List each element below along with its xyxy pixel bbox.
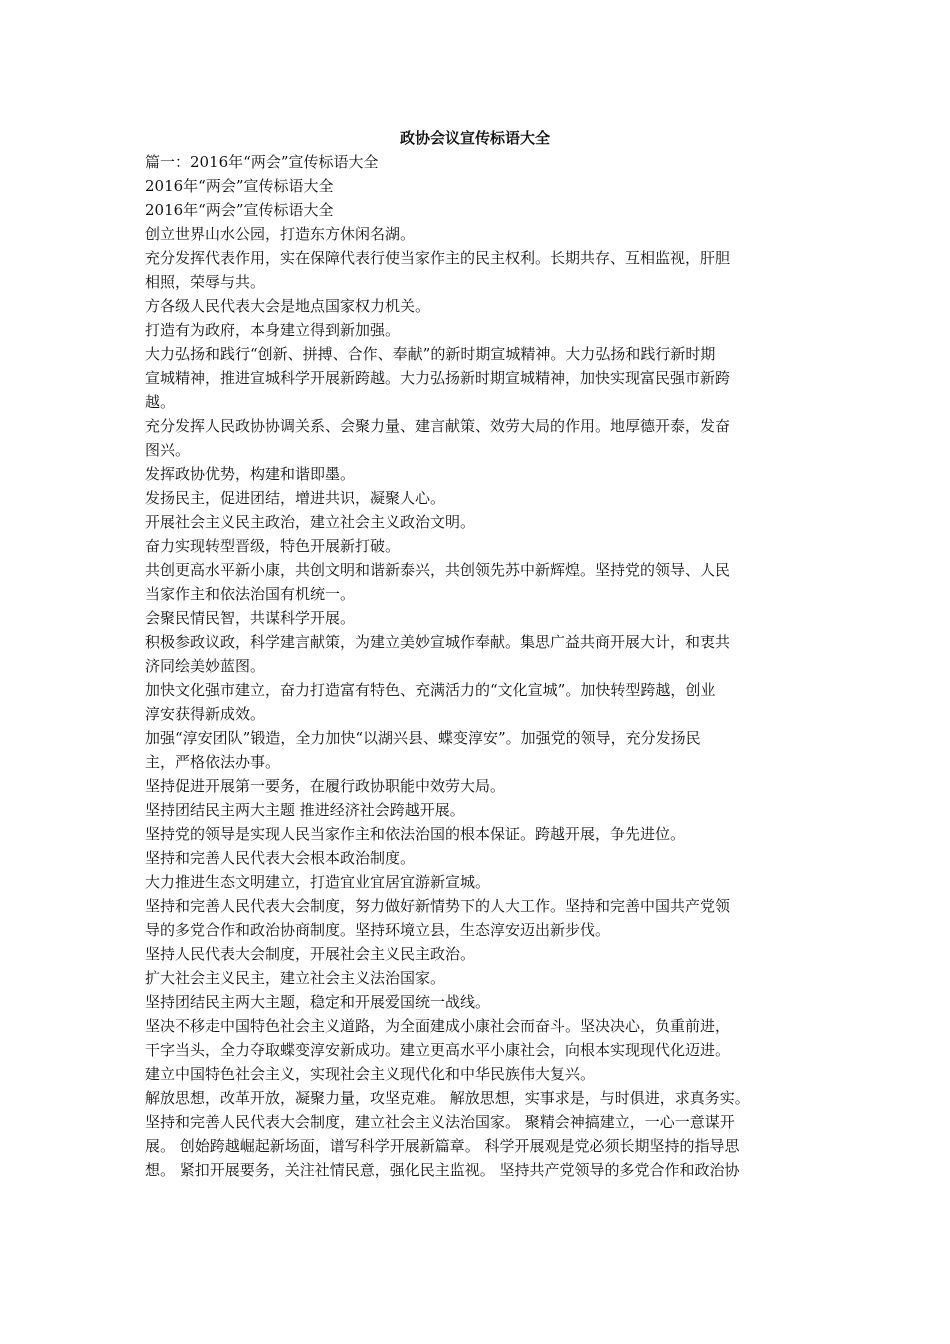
text-line: 打造有为政府，本身建立得到新加强。: [145, 321, 401, 339]
text-line: 主，严格依法办事。: [145, 753, 281, 771]
text-line: 创立世界山水公园，打造东方休闲名湖。: [145, 225, 416, 243]
text-line: 方各级人民代表大会是地点国家权力机关。: [145, 297, 431, 315]
text-line: 大力弘扬和践行“创新、拼搏、合作、奉献”的新时期宣城精神。大力弘扬和践行新时期: [145, 345, 716, 363]
text-line: 加强“淳安团队”锻造，全力加快“以湖兴县、蝶变淳安”。加强党的领导，充分发扬民: [145, 729, 701, 747]
text-line: 充分发挥人民政协协调关系、会聚力量、建言献策、效劳大局的作用。地厚德开泰，发奋: [145, 417, 731, 435]
text-line: 开展社会主义民主政治，建立社会主义政治文明。: [145, 513, 476, 531]
text-line: 充分发挥代表作用，实在保障代表行使当家作主的民主权利。长期共存、互相监视，肝胆: [145, 249, 731, 267]
text-line: 坚持和完善人民代表大会制度，建立社会主义法治国家。 聚精会神搞建立，一心一意谋开: [145, 1113, 735, 1131]
text-line: 展。 创始跨越崛起新场面，谱写科学开展新篇章。 科学开展观是党必须长期坚持的指导思: [145, 1137, 740, 1155]
text-line: 坚持和完善人民代表大会制度，努力做好新情势下的人大工作。坚持和完善中国共产党领: [145, 897, 731, 915]
text-line: 想。 紧扣开展要务，关注社情民意，强化民主监视。 坚持共产党领导的多党合作和政治协: [145, 1161, 740, 1179]
text-line: 干字当头，全力夺取蝶变淳安新成功。建立更高水平小康社会，向根本实现现代化迈进。: [145, 1041, 731, 1059]
text-line: 济同绘美妙蓝图。: [145, 657, 266, 675]
document-body: [145, 150, 805, 1182]
text-line: 奋力实现转型晋级，特色开展新打破。: [145, 537, 401, 555]
text-line: 建立中国特色社会主义，实现社会主义现代化和中华民族伟大复兴。: [145, 1065, 596, 1083]
text-line: 大力推进生态文明建立，打造宜业宜居宜游新宣城。: [145, 873, 491, 891]
text-line: 坚持人民代表大会制度，开展社会主义民主政治。: [145, 945, 476, 963]
text-line: 当家作主和依法治国有机统一。: [145, 585, 356, 603]
text-line: 坚持和完善人民代表大会根本政治制度。: [145, 849, 416, 867]
text-line: 坚持团结民主两大主题，稳定和开展爱国统一战线。: [145, 993, 491, 1011]
text-line: 解放思想，改革开放，凝聚力量，攻坚克难。 解放思想，实事求是，与时俱进，求真务实。: [145, 1089, 750, 1107]
text-line: 图兴。: [145, 441, 191, 459]
text-line: 相照，荣辱与共。: [145, 273, 266, 291]
document-title: 政协会议宣传标语大全: [399, 129, 550, 147]
text-line: 导的多党合作和政治协商制度。坚持环境立县，生态淳安迈出新步伐。: [145, 921, 611, 939]
text-line: 坚持党的领导是实现人民当家作主和依法治国的根本保证。跨越开展，争先进位。: [145, 825, 686, 843]
text-line: 积极参政议政，科学建言献策，为建立美妙宣城作奉献。集思广益共商开展大计，和衷共: [145, 633, 731, 651]
text-line: 2016年“两会”宣传标语大全: [145, 177, 334, 195]
text-line: 会聚民情民智，共谋科学开展。: [145, 609, 356, 627]
text-line: 2016年“两会”宣传标语大全: [145, 201, 334, 219]
text-line: 淳安获得新成效。: [145, 705, 266, 723]
text-line: 篇一：2016年“两会”宣传标语大全: [145, 153, 379, 171]
text-line: 宣城精神，推进宣城科学开展新跨越。大力弘扬新时期宣城精神，加快实现富民强市新跨: [145, 369, 731, 387]
text-line: 共创更高水平新小康，共创文明和谐新泰兴，共创领先苏中新辉煌。坚持党的领导、人民: [145, 561, 731, 579]
text-line: 加快文化强市建立，奋力打造富有特色、充满活力的“文化宣城”。加快转型跨越，创业: [145, 681, 716, 699]
text-line: 越。: [145, 393, 176, 411]
text-line: 发挥政协优势，构建和谐即墨。: [145, 465, 356, 483]
text-line: 扩大社会主义民主，建立社会主义法治国家。: [145, 969, 446, 987]
text-line: 坚持团结民主两大主题 推进经济社会跨越开展。: [145, 801, 465, 819]
text-line: 坚决不移走中国特色社会主义道路，为全面建成小康社会而奋斗。坚决决心，负重前进，: [145, 1017, 731, 1035]
text-line: 发扬民主，促进团结，增进共识，凝聚人心。: [145, 489, 446, 507]
text-line: 坚持促进开展第一要务，在履行政协职能中效劳大局。: [145, 777, 506, 795]
